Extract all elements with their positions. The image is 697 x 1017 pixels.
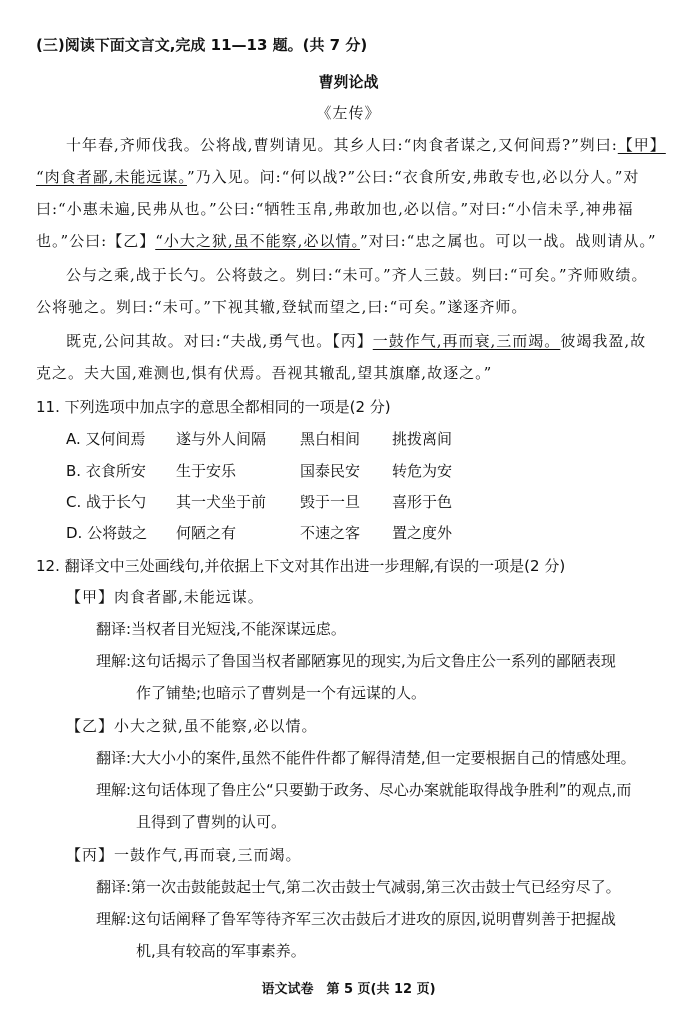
q12-yi-translation: 翻译:大大小小的案件,虽然不能件件都了解得清楚,但一定要根据自己的情感处理。: [96, 749, 636, 767]
passage-line: 克之。夫大国,难测也,惧有伏焉。吾视其辙乱,望其旗靡,故逐之。”: [36, 364, 493, 382]
option-item: 毁于一旦: [300, 493, 361, 511]
option-item: 其一犬坐于前: [176, 493, 267, 511]
passage-line: 公将驰之。刿曰:“未可。”下视其辙,登轼而望之,曰:“可矣。”遂逐齐师。: [36, 298, 528, 316]
passage-source: 《左传》: [316, 104, 381, 122]
passage-line: “肉食者鄙,未能远谋。”乃入见。问:“何以战?”公曰:“衣食所安,弗敢专也,必以分人。”对: [36, 168, 640, 186]
option-c-label: C. 战于长勺: [66, 493, 147, 511]
passage-line: 也。”公曰:【乙】“小大之狱,虽不能察,必以情。”对曰:“忠之属也。可以一战。战则请从。”: [36, 232, 657, 250]
option-a-label: A. 又何间焉: [66, 430, 146, 448]
option-item: 转危为安: [392, 462, 453, 480]
passage-line: 既克,公问其故。对曰:“夫战,勇气也。【丙】一鼓作气,再而衰,三而竭。彼竭我盈,故: [66, 332, 647, 350]
option-item: 喜形于色: [392, 493, 453, 511]
option-item: 挑拨离间: [392, 430, 453, 448]
option-item: 何陋之有: [176, 524, 237, 542]
option-item: 置之度外: [392, 524, 453, 542]
q12-bing-understanding: 理解:这句话阐释了鲁军等待齐军三次击鼓后才进攻的原因,说明曹刿善于把握战: [96, 910, 616, 928]
q12-bing-sentence: 【丙】一鼓作气,再而衰,三而竭。: [66, 846, 302, 864]
option-b-label: B. 衣食所安: [66, 462, 146, 480]
passage-line: 曰:“小惠未遍,民弗从也。”公曰:“牺牲玉帛,弗敢加也,必以信。”对曰:“小信未孚,神弗福: [36, 200, 634, 218]
q12-yi-understanding-cont: 且得到了曹刿的认可。: [136, 813, 287, 831]
q12-jia-translation: 翻译:当权者目光短浅,不能深谋远虑。: [96, 620, 346, 638]
q12-yi-sentence: 【乙】小大之狱,虽不能察,必以情。: [66, 717, 318, 735]
option-item: 遂与外人间隔: [176, 430, 267, 448]
option-item: 不速之客: [300, 524, 361, 542]
option-item: 国泰民安: [300, 462, 361, 480]
q12-bing-translation: 翻译:第一次击鼓能鼓起士气,第二次击鼓士气减弱,第三次击鼓士气已经穷尽了。: [96, 878, 621, 896]
option-d-label: D. 公将鼓之: [66, 524, 148, 542]
q12-bing-understanding-cont: 机,具有较高的军事素养。: [136, 942, 306, 960]
passage-line: 公与之乘,战于长勺。公将鼓之。刿曰:“未可。”齐人三鼓。刿曰:“可矣。”齐师败绩。: [66, 266, 648, 284]
passage-title: 曹刿论战: [318, 73, 379, 91]
section-heading: (三)阅读下面文言文,完成 11—13 题。(共 7 分): [36, 36, 368, 54]
q12-jia-understanding: 理解:这句话揭示了鲁国当权者鄙陋寡见的现实,为后文鲁庄公一系列的鄙陋表现: [96, 652, 616, 670]
passage-line: 十年春,齐师伐我。公将战,曹刿请见。其乡人曰:“肉食者谋之,又何间焉?”刿曰:【甲】: [66, 136, 666, 154]
option-item: 黑白相间: [300, 430, 361, 448]
question-11: 11. 下列选项中加点字的意思全都相同的一项是(2 分): [36, 398, 391, 416]
option-item: 生于安乐: [176, 462, 237, 480]
page-footer: 语文试卷 第 5 页(共 12 页): [261, 982, 436, 997]
q12-jia-sentence: 【甲】肉食者鄙,未能远谋。: [66, 588, 264, 606]
q12-yi-understanding: 理解:这句话体现了鲁庄公“只要勤于政务、尽心办案就能取得战争胜利”的观点,而: [96, 781, 632, 799]
question-12: 12. 翻译文中三处画线句,并依据上下文对其作出进一步理解,有误的一项是(2 分): [36, 557, 566, 575]
q12-jia-understanding-cont: 作了铺垫;也暗示了曹刿是一个有远谋的人。: [136, 684, 427, 702]
